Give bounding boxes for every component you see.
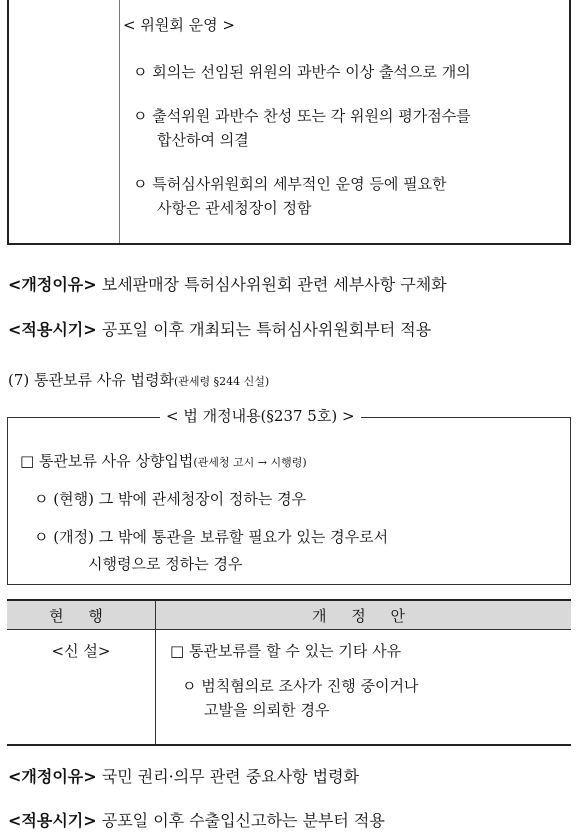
effective-text-2: 공포일 이후 수출입신고하는 분부터 적용 bbox=[101, 811, 385, 830]
amendment-caption: < 법 개정내용(§237 5호) > bbox=[160, 405, 361, 426]
comparison-table bbox=[7, 599, 571, 746]
bullet-voting-cont: 합산하여 의결 bbox=[157, 131, 249, 149]
reason-label-2: <개정이유> bbox=[8, 767, 97, 786]
reason-row-1 bbox=[8, 274, 447, 296]
item7-title-note: (관세령 §244 신설) bbox=[173, 375, 270, 388]
reason-text: 보세판매장 특허심사위원회 관련 세부사항 구체화 bbox=[101, 275, 447, 294]
item7-title-row bbox=[8, 369, 269, 393]
col-current-header: 현 행 bbox=[7, 600, 156, 630]
amend-headline-note: (관세청 고시 → 시행령) bbox=[193, 456, 307, 469]
amend-headline-row bbox=[20, 450, 307, 474]
amend-revised: ㅇ (개정) 그 밖에 통관을 보류할 필요가 있는 경우로서 bbox=[34, 528, 389, 546]
cell-revised-bullet: ㅇ 범칙혐의로 조사가 진행 중이거나 bbox=[182, 677, 419, 695]
bullet-rules: ㅇ 특허심사위원회의 세부적인 운영 등에 필요한 bbox=[133, 175, 447, 193]
col-revised-header: 개 정 안 bbox=[156, 600, 572, 630]
reason-label: <개정이유> bbox=[8, 275, 97, 294]
cell-revised-headline: □ 통관보류를 할 수 있는 기타 사유 bbox=[170, 642, 402, 660]
effective-label-2: <적용시기> bbox=[8, 811, 97, 830]
effective-label: <적용시기> bbox=[8, 320, 97, 339]
cell-revised bbox=[156, 630, 572, 746]
amend-revised-cont: 시행령으로 정하는 경우 bbox=[88, 555, 243, 573]
reason-text-2: 국민 권리·의무 관련 중요사항 법령화 bbox=[101, 767, 360, 786]
amend-current: ㅇ (현행) 그 밖에 관세청장이 정하는 경우 bbox=[34, 490, 307, 508]
effective-text: 공포일 이후 개최되는 특허심사위원회부터 적용 bbox=[101, 320, 432, 339]
bullet-voting: ㅇ 출석위원 과반수 찬성 또는 각 위원의 평가점수를 bbox=[133, 107, 471, 125]
bullet-quorum: ㅇ 회의는 선임된 위원의 과반수 이상 출석으로 개의 bbox=[133, 63, 471, 81]
box-divider bbox=[119, 0, 120, 243]
effective-row-2 bbox=[8, 810, 385, 832]
cell-revised-bullet-cont: 고발을 의뢰한 경우 bbox=[204, 701, 330, 719]
amend-headline: □ 통관보류 사유 상향입법 bbox=[20, 452, 194, 470]
bullet-rules-cont: 사항은 관세청장이 정함 bbox=[157, 199, 312, 217]
effective-row-1 bbox=[8, 319, 431, 341]
item7-title: (7) 통관보류 사유 법령화 bbox=[8, 371, 174, 389]
reason-row-2 bbox=[8, 766, 359, 788]
committee-heading: < 위원회 운영 > bbox=[123, 16, 235, 34]
cell-current: <신 설> bbox=[7, 630, 156, 746]
